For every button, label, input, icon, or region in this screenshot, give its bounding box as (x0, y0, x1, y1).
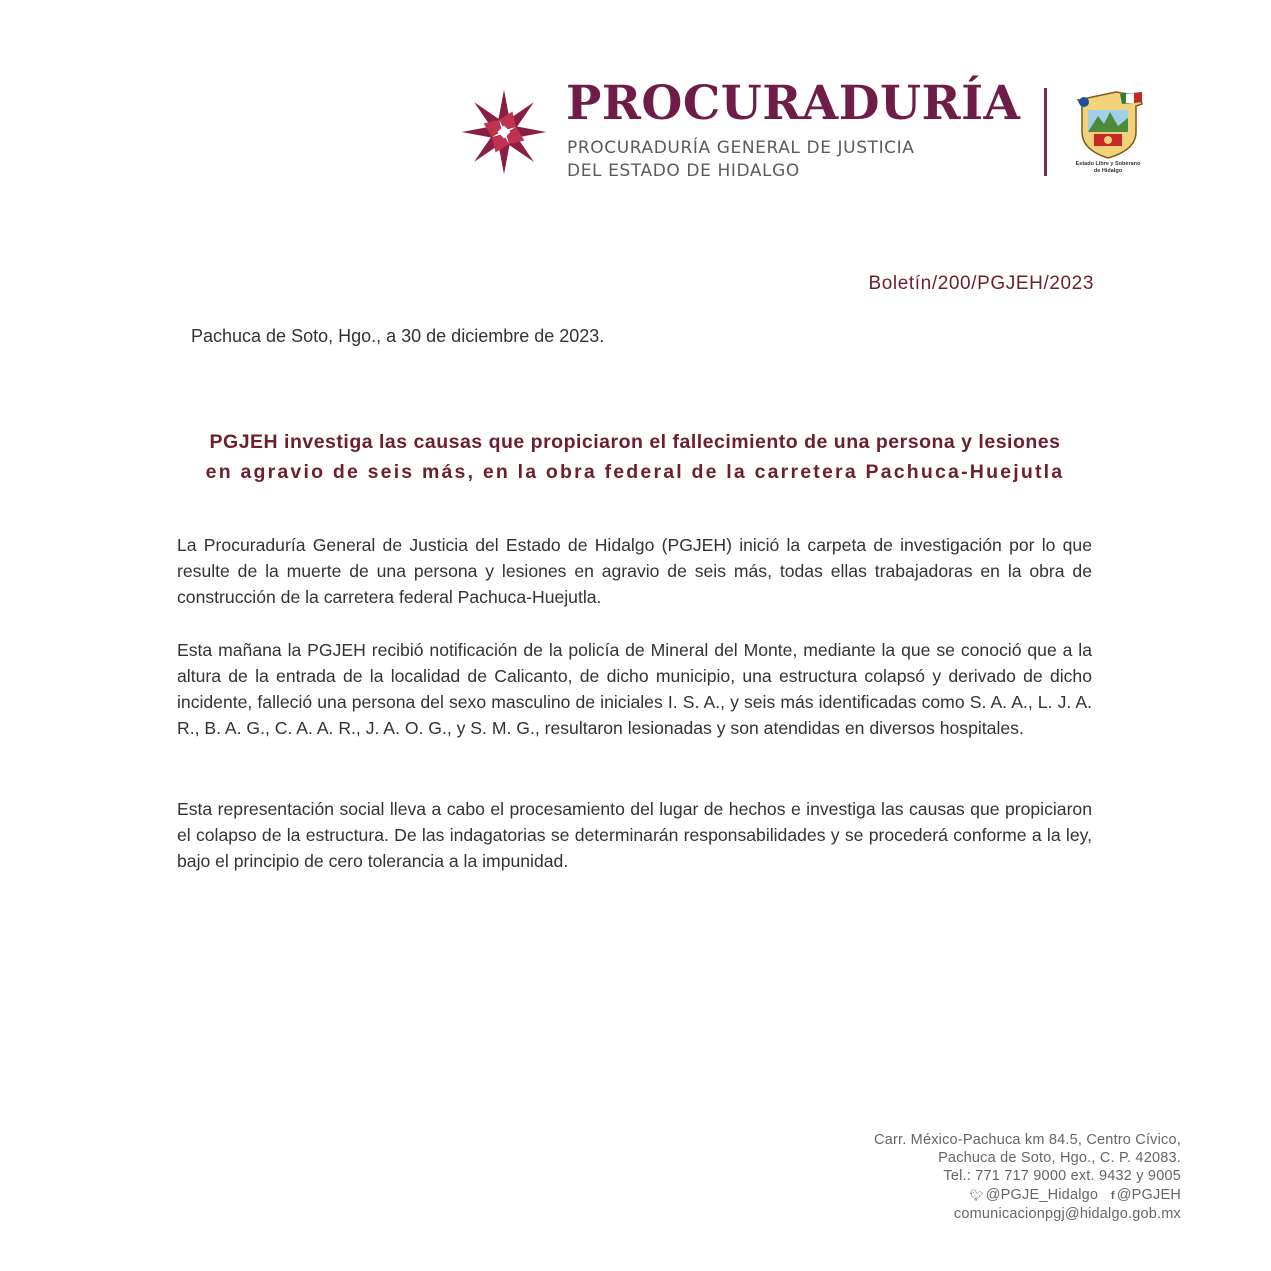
hidalgo-shield-icon (1070, 86, 1146, 162)
procuraduria-star-logo (458, 86, 550, 178)
facebook-icon: f (1110, 1189, 1115, 1202)
footer-social (874, 1186, 1181, 1205)
header-divider (1044, 88, 1047, 176)
headline-line2: en agravio de seis más, en la obra federal de la carretera Pachuca-Huejutla (205, 461, 1065, 483)
footer-contact (874, 1131, 1181, 1223)
footer-facebook[interactable]: @PGJEH (1116, 1186, 1181, 1203)
footer-email[interactable]: comunicacionpgj@hidalgo.gob.mx (953, 1205, 1181, 1222)
footer-address-line2: Pachuca de Soto, Hgo., C. P. 42083. (938, 1150, 1181, 1167)
logo-title: PROCURADURÍA (566, 76, 1021, 131)
boletin-number: Boletín/200/PGJEH/2023 (868, 273, 1094, 294)
headline-line1: PGJEH investiga las causas que propiciaron el fallecimiento de una persona y lesiones (209, 431, 1061, 453)
shield-caption (1064, 161, 1152, 175)
body-paragraph-2: Esta mañana la PGJEH recibió notificación de la policía de Mineral del Monte, mediante la que se conoció que a la altura de la entrada de la localidad de Calicanto, de dicho municipio, una estructura colapsó y derivado de dicho incidente, falleció una persona del sexo masculino de iniciales I. S. A., y seis más identificadas como S. A. A., L. J. A. R., B. A. G., C. A. A. R., J. A. O. G., y S. M. G., resultaron lesionadas y son atendidas en diversos hospitales. (177, 640, 1092, 738)
logo-subtitle-line1: PROCURADURÍA GENERAL DE JUSTICIA (567, 138, 915, 158)
shield-caption-line1: Estado Libre y Soberano (1075, 161, 1141, 167)
logo-subtitle-line2: DEL ESTADO DE HIDALGO (567, 161, 800, 181)
footer-twitter[interactable]: @PGJE_Hidalgo (985, 1186, 1099, 1203)
body-paragraph-1: La Procuraduría General de Justicia del Estado de Hidalgo (PGJEH) inició la carpeta de investigación por lo que resulte de la muerte de una persona y lesiones en agravio de seis más, todas ellas trabajadoras en la obra de construcción de la carretera federal Pachuca-Huejutla. (177, 535, 1092, 607)
body-paragraph-3: Esta representación social lleva a cabo el procesamiento del lugar de hechos e investiga las causas que propiciaron el colapso de la estructura. De las indagatorias se determinarán responsabilidades y se procederá conforme a la ley, bajo el principio de cero tolerancia a la impunidad. (177, 799, 1092, 871)
footer-address-line1: Carr. México-Pachuca km 84.5, Centro Cívico, (874, 1132, 1181, 1148)
shield-caption-line2: de Hidalgo (1093, 168, 1123, 175)
footer-phone: Tel.: 771 717 9000 ext. 9432 y 9005 (943, 1168, 1181, 1185)
document-date: Pachuca de Soto, Hgo., a 30 de diciembre de 2023. (191, 326, 605, 346)
twitter-icon: 🐦︎ (969, 1189, 984, 1202)
